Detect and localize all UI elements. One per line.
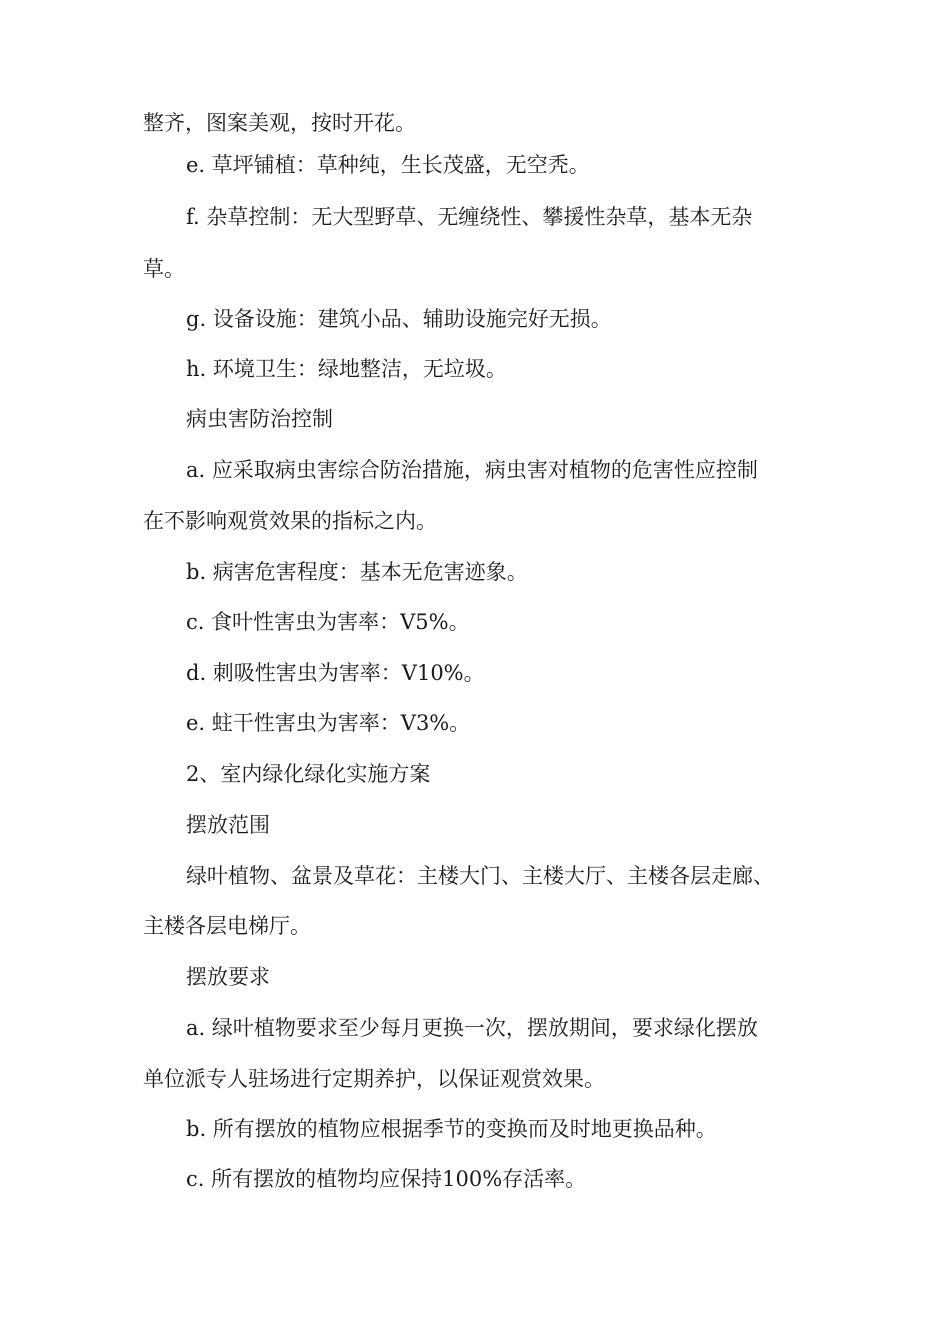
paragraph-line: f. 杂草控制：无大型野草、无缠绕性、攀援性杂草，基本无杂 xyxy=(186,205,753,229)
section-heading: 病虫害防治控制 xyxy=(186,407,333,431)
paragraph-line: 草。 xyxy=(143,257,185,281)
paragraph-line: e. 草坪铺植：草种纯，生长茂盛，无空秃。 xyxy=(186,153,590,177)
section-heading: 2、室内绿化绿化实施方案 xyxy=(186,762,431,786)
section-heading: 摆放范围 xyxy=(186,813,270,837)
paragraph-line: 绿叶植物、盆景及草花：主楼大门、主楼大厅、主楼各层走廊、 xyxy=(186,864,774,888)
paragraph-line: a. 绿叶植物要求至少每月更换一次，摆放期间，要求绿化摆放 xyxy=(186,1016,758,1040)
paragraph-line: d. 刺吸性害虫为害率：V10%。 xyxy=(186,661,485,685)
paragraph-line: b. 病害危害程度：基本无危害迹象。 xyxy=(186,560,528,584)
paragraph-line: c. 所有摆放的植物均应保持100%存活率。 xyxy=(186,1167,587,1191)
paragraph-line: g. 设备设施：建筑小品、辅助设施完好无损。 xyxy=(186,307,612,331)
paragraph-line: a. 应采取病虫害综合防治措施，病虫害对植物的危害性应控制 xyxy=(186,458,758,482)
paragraph-line: 主楼各层电梯厅。 xyxy=(143,914,311,938)
paragraph-line: 在不影响观赏效果的指标之内。 xyxy=(143,509,437,533)
paragraph-line: h. 环境卫生：绿地整洁，无垃圾。 xyxy=(186,357,507,381)
paragraph-line: b. 所有摆放的植物应根据季节的变换而及时地更换品种。 xyxy=(186,1117,717,1141)
paragraph-line: c. 食叶性害虫为害率：V5%。 xyxy=(186,610,470,634)
paragraph-line: 整齐，图案美观，按时开花。 xyxy=(143,111,416,135)
paragraph-line: 单位派专人驻场进行定期养护，以保证观赏效果。 xyxy=(143,1067,605,1091)
paragraph-line: e. 蛀干性害虫为害率：V3%。 xyxy=(186,711,471,735)
section-heading: 摆放要求 xyxy=(186,965,270,989)
